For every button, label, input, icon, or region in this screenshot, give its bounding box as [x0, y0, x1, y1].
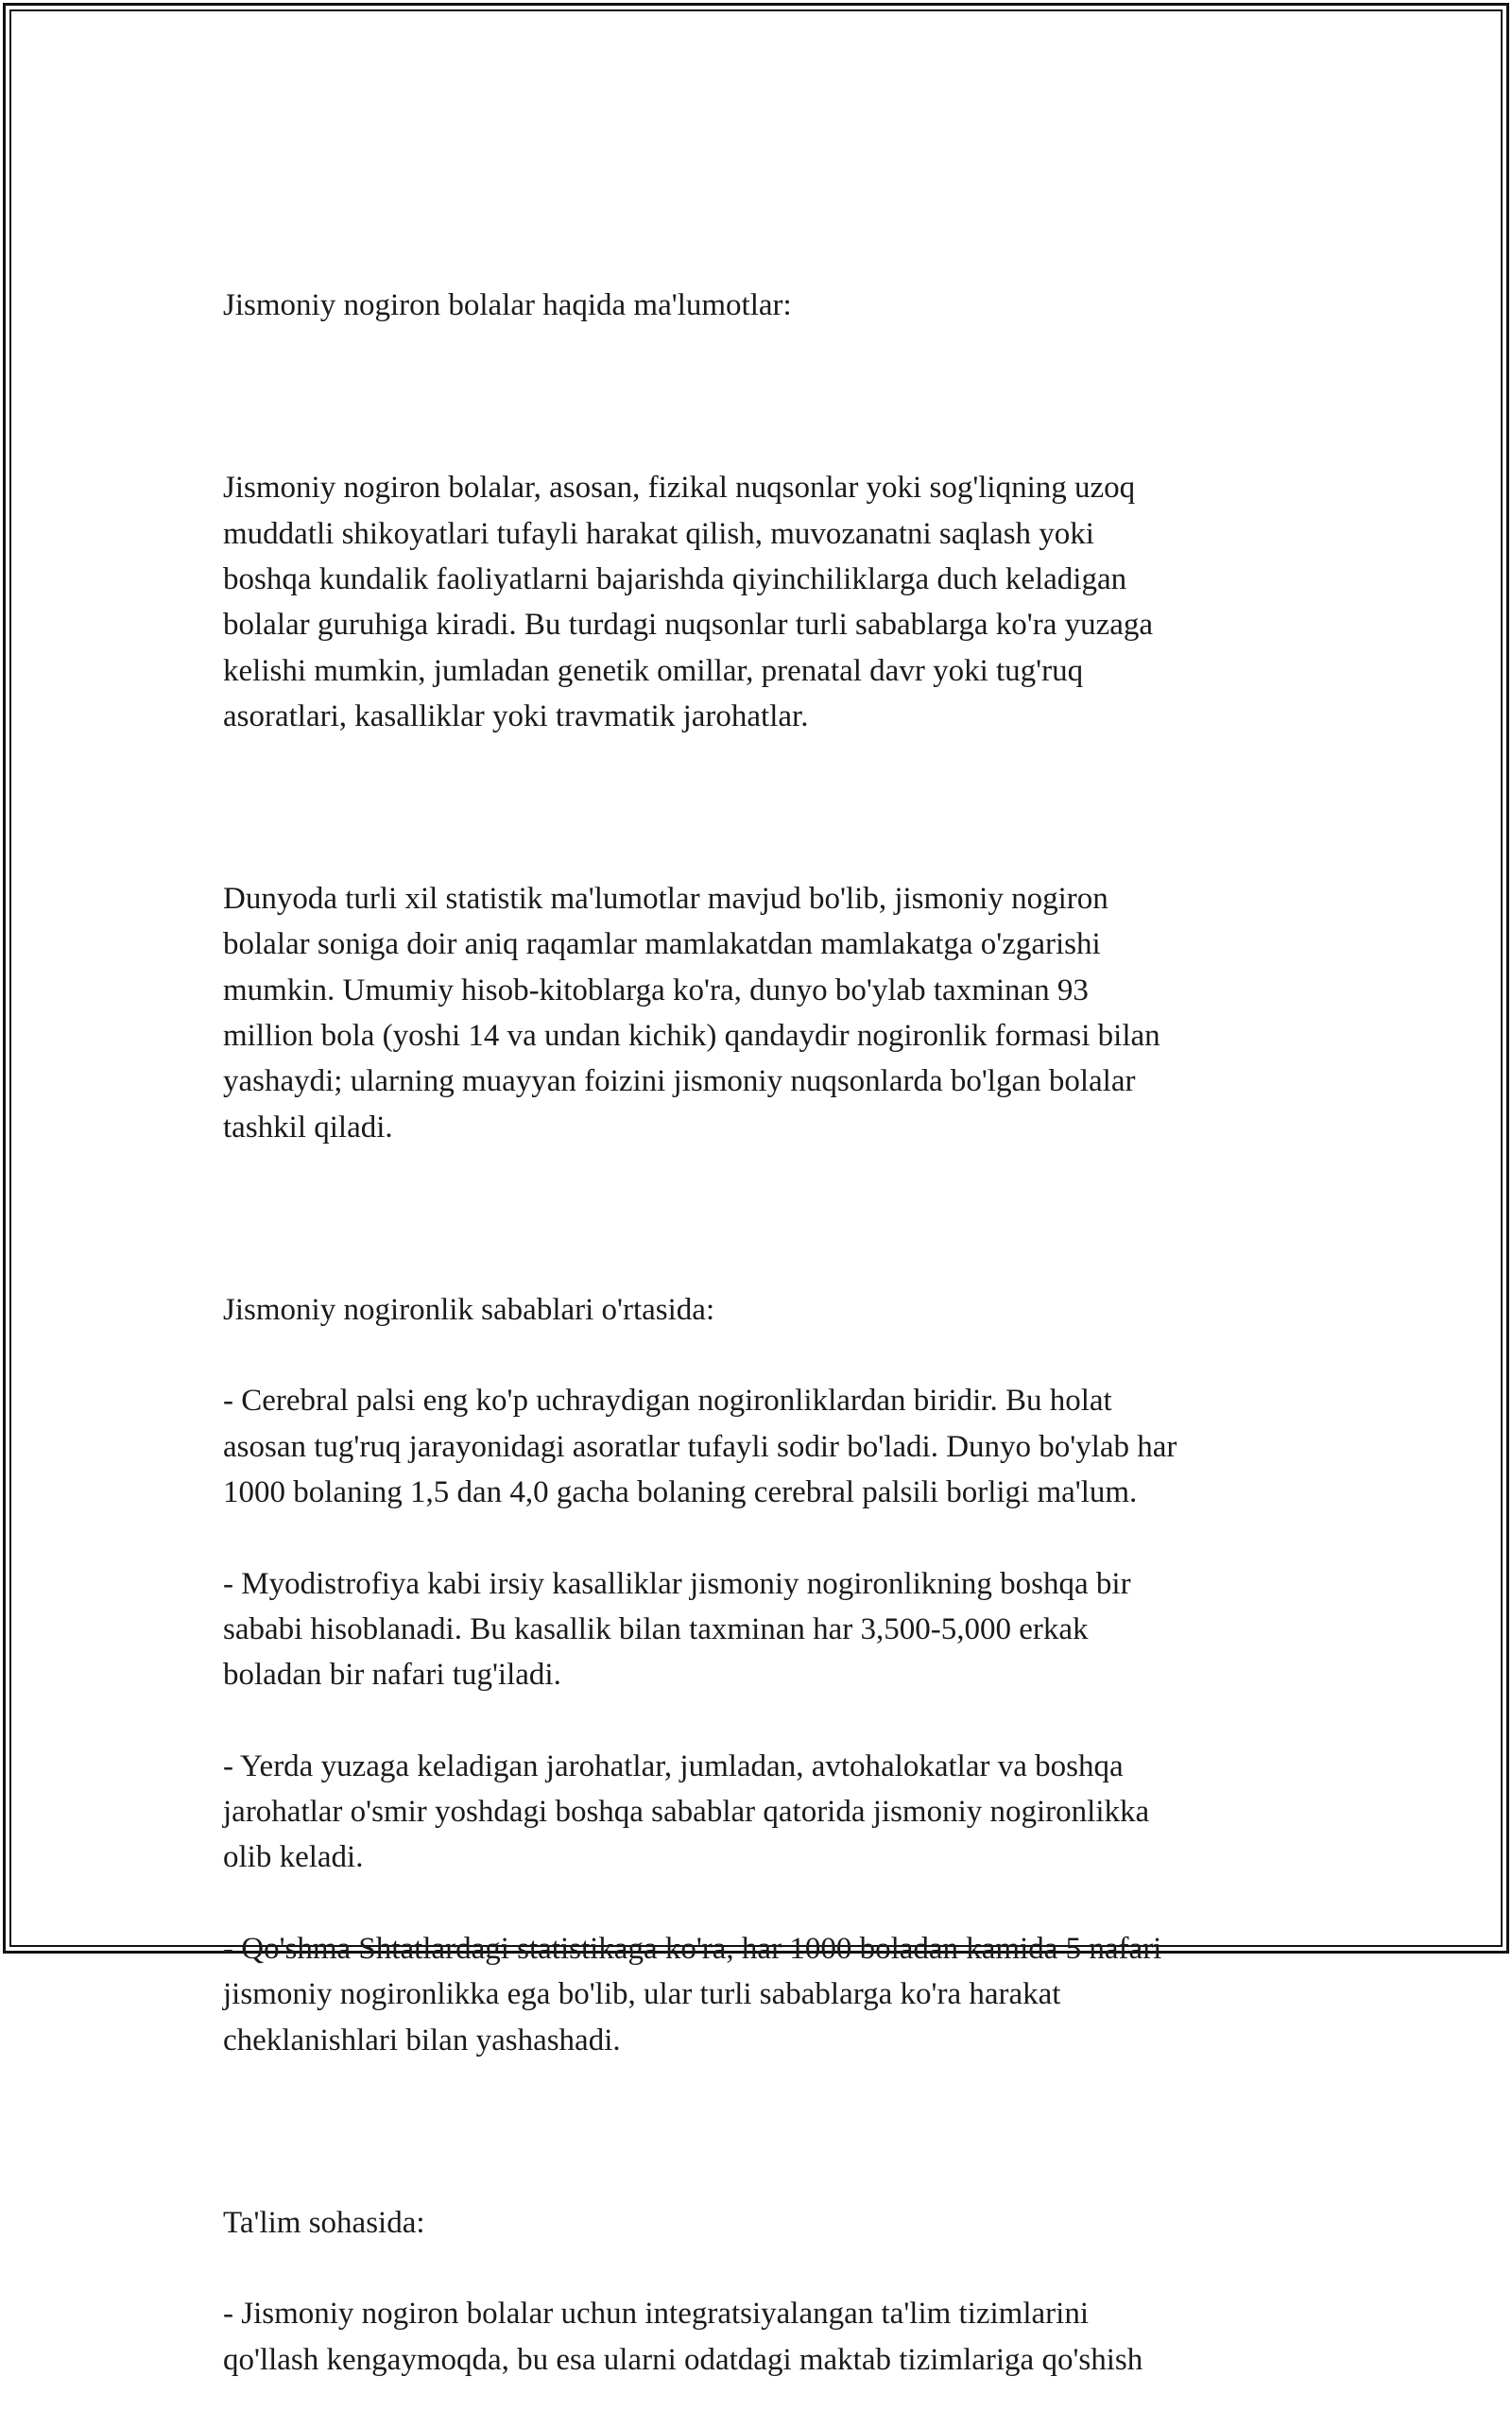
cause-item: - Cerebral palsi eng ko'p uchraydigan nogironliklardan biridir. Bu holat asosan tug'ruq jarayonidagi asoratlar tufayli sodir bo'ladi. Dunyo bo'ylab har 1000 bolaning 1,5 dan 4,0 gacha bolaning cerebral palsili borligi ma'lum.	[223, 1384, 1177, 1510]
paragraph-gap	[223, 1196, 1300, 1241]
statistics-paragraph: Dunyoda turli xil statistik ma'lumotlar mavjud bo'lib, jismoniy nogiron bolalar soniga doir aniq raqamlar mamlakatdan mamlakatga o'zgarishi mumkin. Umumiy hisob-kitoblarga ko'ra, dunyo bo'ylab taxminan 93 million bola (yoshi 14 va undan kichik) qandaydir nogironlik formasi bilan yashaydi; ularning muayyan foizini jismoniy nuqsonlarda bo'lgan bolalar tashkil qiladi.	[223, 882, 1160, 1145]
intro-paragraph: Jismoniy nogiron bolalar, asosan, fizikal nuqsonlar yoki sog'liqning uzoq muddatli shikoyatlari tufayli harakat qilish, muvozanatni saqlash yoki boshqa kundalik faoliyatlarni bajarishda qiyinchiliklarga duch keladigan bolalar guruhiga kiradi. Bu turdagi nuqsonlar turli sabablarga ko'ra yuzaga kelishi mumkin, jumladan genetik omillar, prenatal davr yoki tug'ruq asoratlari, kasalliklar yoki travmatik jarohatlar.	[223, 471, 1154, 733]
education-item: - Jismoniy nogiron bolalar uchun integratsiyalangan ta'lim tizimlarini qo'llash kengaymoqda, bu esa ularni odatdagi maktab tizimlariga qo'shish	[223, 2297, 1143, 2377]
paragraph-gap	[223, 2109, 1300, 2154]
cause-item: - Yerda yuzaga keladigan jarohatlar, jumladan, avtohalokatlar va boshqa jarohatlar o'smir yoshdagi boshqa sabablar qatorida jismoniy nogironlikka olib keladi.	[223, 1748, 1150, 1875]
paragraph-gap	[223, 374, 1300, 420]
document-heading: Jismoniy nogiron bolalar haqida ma'lumotlar:	[223, 288, 792, 323]
cause-item: - Qo'shma Shtatlardagi statistikaga ko'ra, har 1000 boladan kamida 5 nafari jismoniy nogironlikka ega bo'lib, ular turli sabablarga ko'ra harakat cheklanishlari bilan yashashadi.	[223, 1931, 1162, 2058]
education-heading: Ta'lim sohasida:	[223, 2205, 425, 2240]
paragraph-gap	[223, 785, 1300, 831]
causes-heading: Jismoniy nogironlik sabablari o'rtasida:	[223, 1292, 715, 1327]
document-body	[223, 237, 1300, 2428]
cause-item: - Myodistrofiya kabi irsiy kasalliklar jismoniy nogironlikning boshqa bir sababi hisoblanadi. Bu kasallik bilan taxminan har 3,500-5,000 erkak boladan bir nafari tug'iladi.	[223, 1566, 1131, 1693]
